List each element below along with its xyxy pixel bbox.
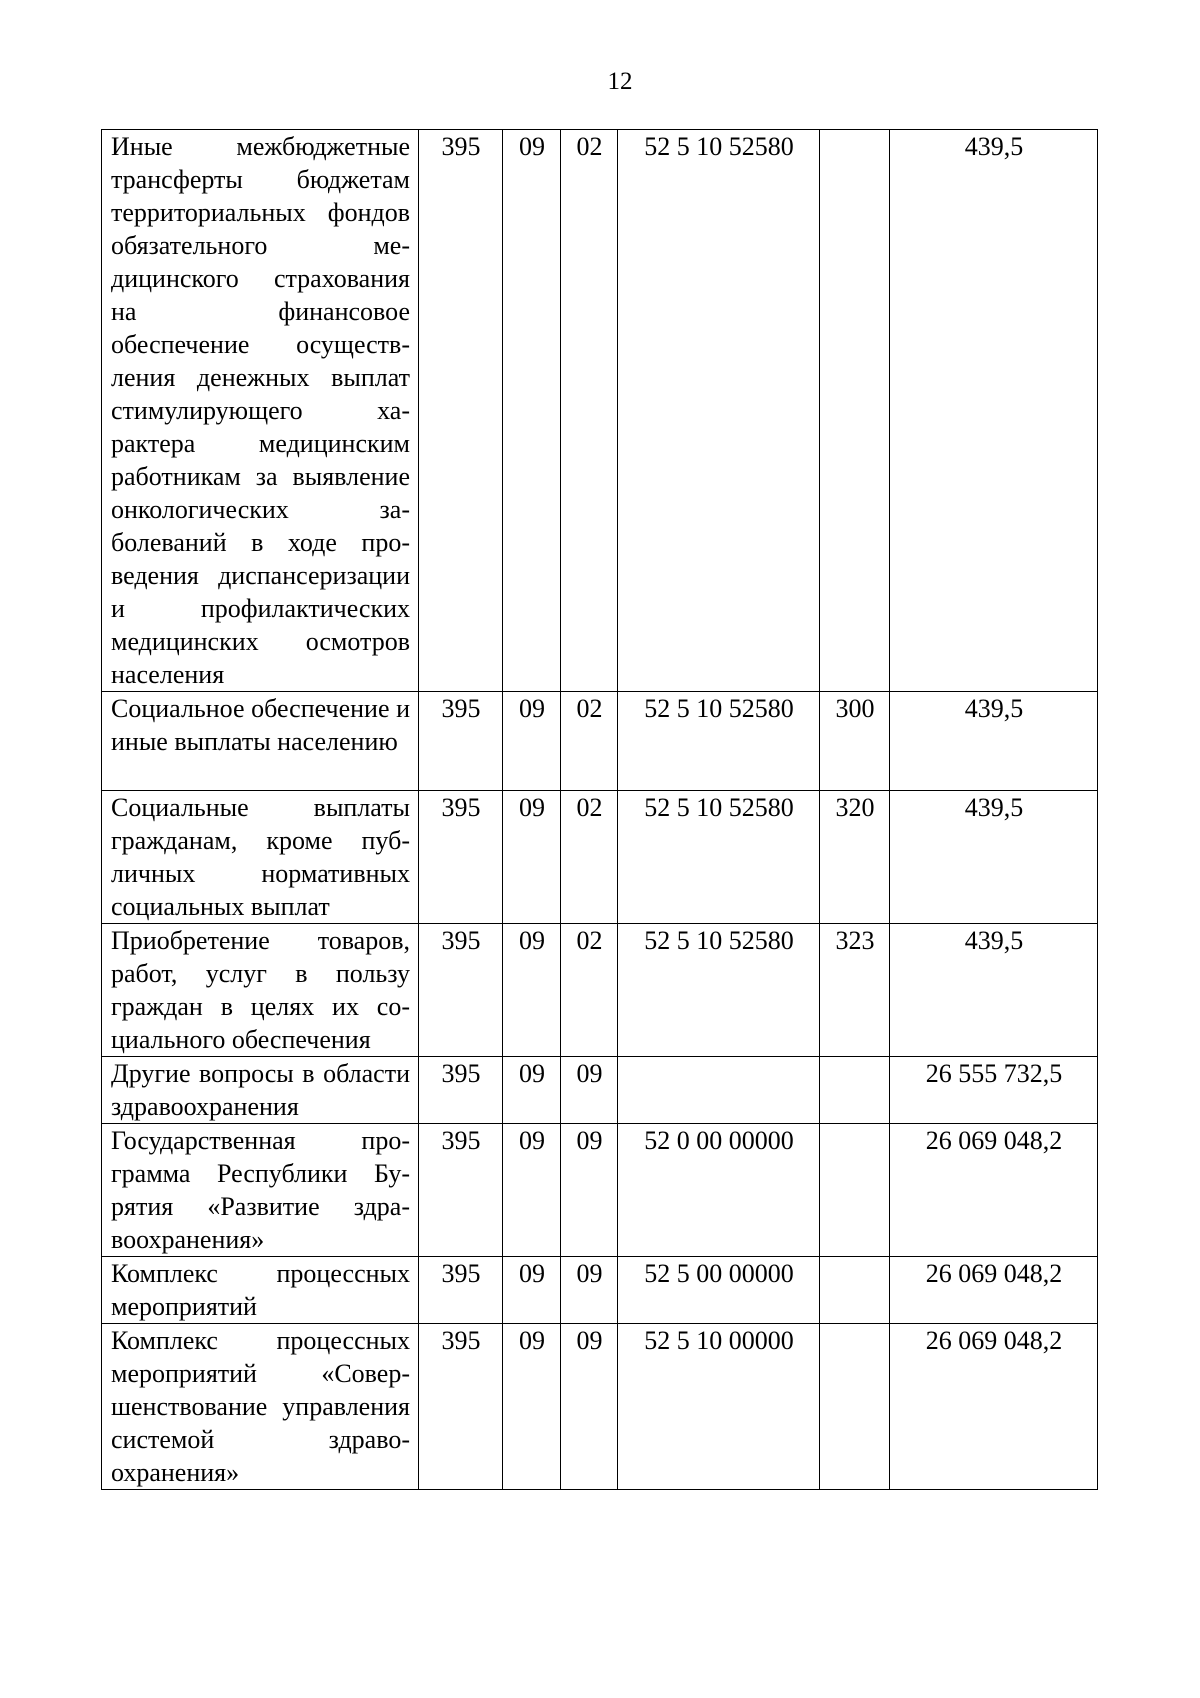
target-article-cell: 52 0 00 00000 [618,1124,820,1257]
amount-cell: 26 069 048,2 [890,1124,1098,1257]
subsection-cell: 09 [561,1257,618,1324]
expense-type-cell [820,1057,890,1124]
table-row [102,1124,1098,1257]
expense-type-cell: 300 [820,692,890,791]
table-row [102,1257,1098,1324]
ministry-code-cell: 395 [419,1124,503,1257]
amount-cell: 439,5 [890,924,1098,1057]
page-number: 12 [607,68,633,95]
section-cell: 09 [503,130,561,692]
amount-cell: 439,5 [890,791,1098,924]
table-row [102,791,1098,924]
expense-name-cell: Комплекс процессных мероприятий «Совершенствование управления системой здравоохранения» [102,1324,419,1490]
subsection-cell: 09 [561,1057,618,1124]
ministry-code-cell: 395 [419,1257,503,1324]
section-cell: 09 [503,1257,561,1324]
expense-name-cell: Приобретение товаров, работ, услуг в пользу граждан в целях их социального обеспечения [102,924,419,1057]
target-article-cell: 52 5 10 52580 [618,130,820,692]
amount-cell: 439,5 [890,130,1098,692]
target-article-cell: 52 5 00 00000 [618,1257,820,1324]
table-row [102,1057,1098,1124]
amount-cell: 439,5 [890,692,1098,791]
target-article-cell: 52 5 10 52580 [618,692,820,791]
section-cell: 09 [503,1324,561,1490]
expense-type-cell [820,1257,890,1324]
ministry-code-cell: 395 [419,130,503,692]
section-cell: 09 [503,1124,561,1257]
ministry-code-cell: 395 [419,692,503,791]
target-article-cell [618,1057,820,1124]
expense-name-cell: Государственная программа Республики Бурятия «Развитие здравоохранения» [102,1124,419,1257]
ministry-code-cell: 395 [419,924,503,1057]
target-article-cell: 52 5 10 52580 [618,791,820,924]
subsection-cell: 02 [561,791,618,924]
subsection-cell: 09 [561,1324,618,1490]
subsection-cell: 09 [561,1124,618,1257]
table-row [102,130,1098,692]
amount-cell: 26 555 732,5 [890,1057,1098,1124]
amount-cell: 26 069 048,2 [890,1324,1098,1490]
expense-name-cell: Социальное обеспечение и иные выплаты населению [102,692,419,791]
expense-type-cell [820,1324,890,1490]
expense-type-cell: 320 [820,791,890,924]
expense-name-cell: Иные межбюджетные трансферты бюджетам территориальных фондов обязательного медицинского страхования на финансовое обеспечение осуществления денежных выплат стимулирующего характера медицинским работникам за выявление онкологических заболеваний в ходе проведения диспансеризации и профилактических медицинских осмотров населения [102,130,419,692]
table-row [102,692,1098,791]
section-cell: 09 [503,692,561,791]
expense-name-cell: Другие вопросы в области здравоохранения [102,1057,419,1124]
amount-cell: 26 069 048,2 [890,1257,1098,1324]
expense-name-cell: Комплекс процессных мероприятий [102,1257,419,1324]
subsection-cell: 02 [561,924,618,1057]
budget-table [101,129,1098,1490]
expense-type-cell [820,1124,890,1257]
subsection-cell: 02 [561,692,618,791]
ministry-code-cell: 395 [419,791,503,924]
expense-type-cell [820,130,890,692]
table-row [102,924,1098,1057]
table-row [102,1324,1098,1490]
section-cell: 09 [503,1057,561,1124]
subsection-cell: 02 [561,130,618,692]
section-cell: 09 [503,791,561,924]
target-article-cell: 52 5 10 52580 [618,924,820,1057]
section-cell: 09 [503,924,561,1057]
expense-type-cell: 323 [820,924,890,1057]
expense-name-cell: Социальные выплаты гражданам, кроме публичных нормативных социальных выплат [102,791,419,924]
ministry-code-cell: 395 [419,1324,503,1490]
target-article-cell: 52 5 10 00000 [618,1324,820,1490]
ministry-code-cell: 395 [419,1057,503,1124]
